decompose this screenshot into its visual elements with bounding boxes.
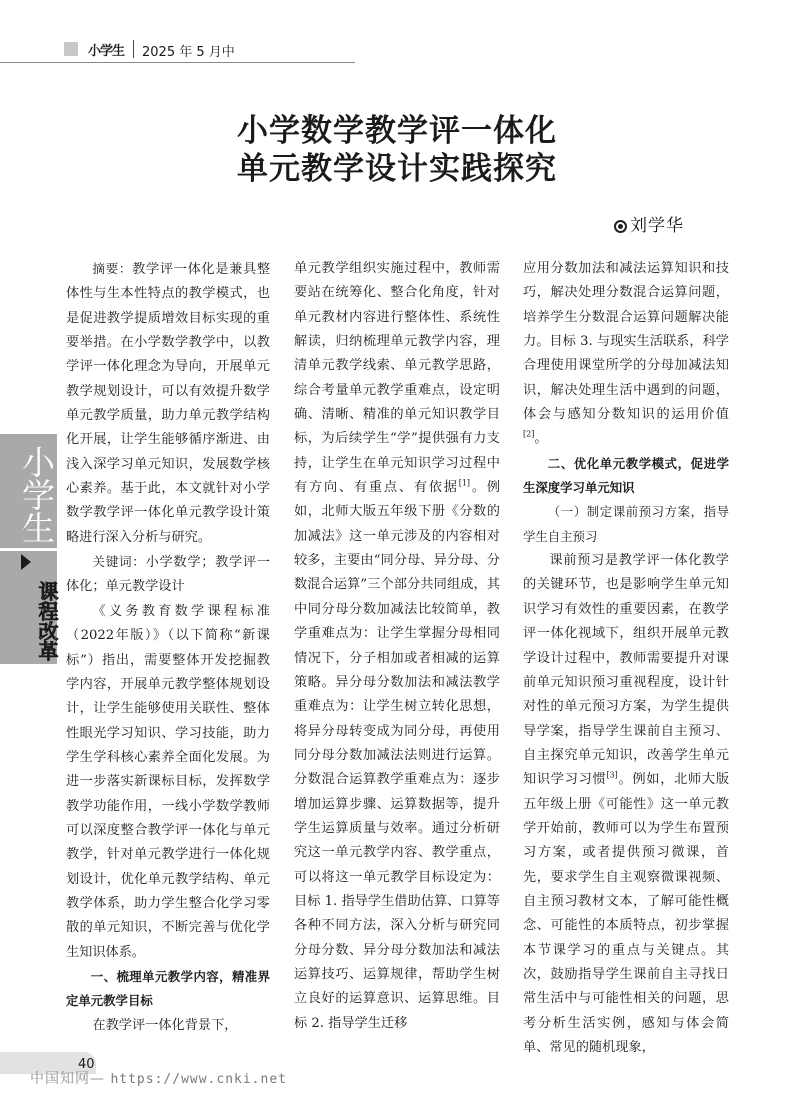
abstract	[66, 257, 270, 550]
s1-text-a: 在教学评一体化背景下，	[92, 1017, 238, 1033]
s2-text-a: 课前预习是教学评一体化教学的关键环节，也是影响学生单元知识学习有效性的重要因素，在教学评一体化视域下，组织开展单元教学设计过程中，教师需要提升对课前单元知识预习重视程度，设计针对性的单元预习方案，为学生提供导学案，指导学生课前自主预习、自主探究单元知识，改善学生单元知识学习习惯	[523, 553, 729, 788]
keywords-label: 关键词：	[92, 554, 146, 570]
intro-paragraph: 《义务教育数学课程标准（2022年版）》（以下简称“新课标”）指出，需要整体开发挖掘教学内容，开展单元教学整体规划设计，让学生能够使用关联性、整体性眼光学习知识、学习技能，助力学生学科核心素养全面化发展。为进一步落实新课标目标，发挥数学教学功能作用，一线小学数学教师可以深度整合教学评一体化与单元教学，针对单元教学进行一体化规划设计，优化单元教学结构、单元教学体系，助力学生整合化学习零散的单元知识，不断完善与优化学生知识体系。	[66, 603, 270, 960]
header-separator	[133, 40, 134, 58]
header-square-mark	[64, 42, 78, 56]
page-number: 40	[78, 1057, 95, 1072]
abstract-text: 教学评一体化是兼具整体性与生本性特点的教学模式，也是促进教学提质增效目标实现的重要举措。在小学数学教学中，以教学评一体化理念为导向，开展单元教学规划设计，可以有效提升数学单元教学质量，助力单元教学结构化开展，让学生能够循序渐进、由浅入深学习单元知识，发展数学核心素养。基于此，本文就针对小学数学教学评一体化单元教学设计策略进行深入分析与研究。	[66, 262, 271, 545]
cnki-watermark: 中国知网— https://www.cnki.net	[30, 1071, 287, 1087]
section-1-heading: 一、梳理单元教学内容，精准界定单元教学目标	[66, 968, 270, 1009]
text-column-1	[66, 257, 270, 1038]
sidebar-column-label: 小学生	[17, 444, 56, 544]
subsection-1-heading: （一）制定课前预习方案，指导学生自主预习	[523, 504, 729, 544]
triangle-right-icon	[21, 554, 31, 570]
s1-text-c: 应用分数加法和减法运算知识和技巧，解决处理分数混合运算问题，培养学生分数混合运算问题解决能力。目标 3. 与现实生活联系，科学合理使用课堂所学的分母加减法知识，解决处理生活中遇到的问题，体会与感知分数知识的运用价值	[523, 261, 729, 423]
watermark-url: https://www.cnki.net	[110, 1072, 287, 1087]
citation-2: [2]	[523, 430, 535, 440]
citation-1: [1]	[458, 478, 471, 488]
citation-3: [3]	[606, 770, 618, 780]
s1-end: 。	[534, 431, 548, 447]
sidebar-divider	[0, 548, 57, 551]
section-2-paragraph	[523, 549, 729, 1060]
bullet-circle-icon	[614, 220, 627, 233]
s1-text-b: 单元教学组织实施过程中，教师需要站在统筹化、整合化角度，针对单元教材内容进行整体性、系统性解读，归纳梳理单元教学内容，理清单元教学线索、单元教学思路，综合考量单元教学重难点，设定明确、清晰、精准的单元知识教学目标，为后续学生“学”提供强有力支持，让学生在单元知识学习过程中有方向、有重点、有依据	[294, 261, 500, 496]
keywords-text: 小学数学；教学评一体化；单元教学设计	[66, 555, 271, 595]
abstract-label: 摘要：	[92, 261, 133, 276]
keywords	[66, 550, 270, 600]
section-1-paragraph-end	[523, 257, 729, 452]
watermark-cnki-text: 中国知网	[30, 1071, 90, 1087]
author-byline	[614, 211, 684, 236]
s1-text-b2: 。例如，北师大版五年级下册《分数的加减法》这一单元涉及的内容相对较多，主要由“同分母、异分母、分数混合运算”三个部分共同组成，其中同分母分数加减法比较简单，教学重难点为：让学生掌握分母相同情况下，分子相加或者相减的运算策略。异分母分数加法和减法教学重难点为：让学生树立转化思想，将异分母转变成为同分母，再使用同分母分数加减法法则进行运算。分数混合运算教学重难点为：逐步增加运算步骤、运算数据等，提升学生运算质量与效率。通过分析研究这一单元教学内容、教学重点，可以将这一单元教学目标设定为：目标 1. 指导学生借助估算、口算等各种不同方法，深入分析与研究同分母分数、异分母分数加法和减法运算技巧、运算规律，帮助学生树立良好的运算意识、运算思维。目标 2. 指导学生迁移	[294, 480, 501, 1031]
article-title	[0, 112, 794, 188]
header-rule	[0, 62, 355, 63]
issue-date: 2025 年 5 月中	[142, 45, 235, 60]
section-2-heading: 二、优化单元教学模式，促进学生深度学习单元知识	[523, 455, 729, 496]
s2-text-b: 。例如，北师大版五年级上册《可能性》这一单元教学开始前，教师可以为学生布置预习方案，或者提供预习微课，首先，要求学生自主观察微课视频、自主预习教材文本，了解可能性概念、可能性的本质特点，初步掌握本节课学习的重点与关键点。其次，鼓励指导学生课前自主寻找日常生活中与可能性相关的问题，思考分析生活实例，感知与体会简单、常见的随机现象，	[523, 772, 730, 1055]
sidebar-section-label: 课程改革	[35, 581, 59, 661]
text-column-3	[523, 257, 729, 1060]
text-column-2	[294, 257, 500, 1036]
magazine-logo: 小学生	[88, 44, 125, 59]
section-1-paragraph-mid	[294, 257, 500, 1036]
title-line-1: 小学数学教学评一体化	[237, 113, 557, 149]
title-line-2: 单元教学设计实践探究	[237, 151, 557, 187]
section-1-paragraph-start	[66, 1014, 270, 1038]
author-name: 刘学华	[630, 216, 684, 236]
